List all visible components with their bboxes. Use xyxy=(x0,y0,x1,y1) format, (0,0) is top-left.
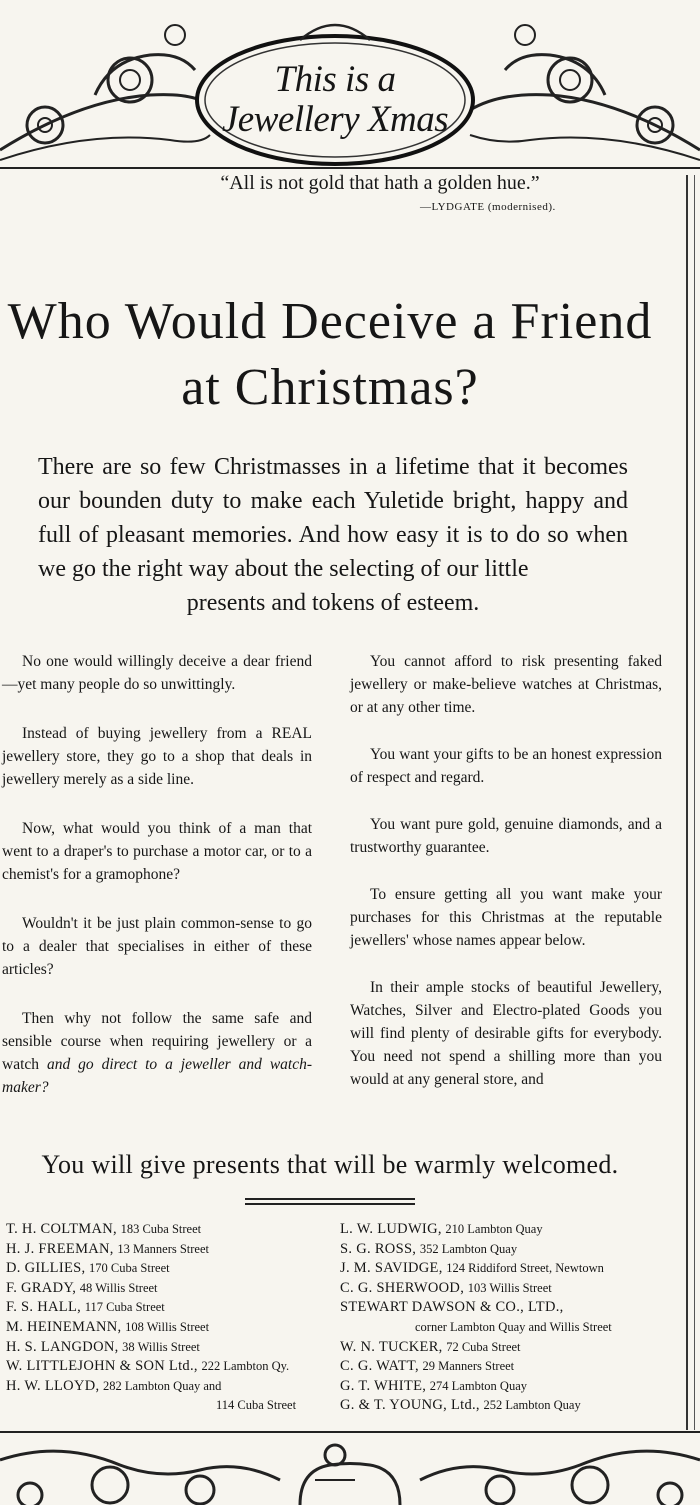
epigraph-attribution: —LYDGATE (modernised). xyxy=(420,201,556,213)
right-column xyxy=(350,650,662,1115)
left-paragraph: Instead of buying jewellery from a REAL jewellery store, they go to a shop that deals in jewellery merely as a side line. xyxy=(2,725,312,788)
dealer-entry xyxy=(6,1357,328,1377)
left-column xyxy=(2,650,312,1125)
dealer-name: C. G. WATT, xyxy=(340,1358,419,1375)
dealer-name: H. J. FREEMAN, xyxy=(6,1240,114,1257)
epigraph-quote: “All is not gold that hath a golden hue.” xyxy=(220,172,540,194)
dealer-name: G. T. WHITE, xyxy=(340,1377,427,1394)
double-rule xyxy=(245,1198,415,1208)
dealer-address: 13 Manners Street xyxy=(117,1241,210,1256)
dealer-name: T. H. COLTMAN, xyxy=(6,1221,117,1237)
dealer-name: S. G. ROSS, xyxy=(340,1240,417,1257)
dealer-address: 274 Lambton Quay xyxy=(429,1378,527,1393)
dealer-address-continued: 114 Cuba Street xyxy=(216,1398,297,1413)
dealer-entry xyxy=(6,1377,328,1397)
headline-line-1: Who Would Deceive a Friend xyxy=(7,293,653,350)
intro-body: There are so few Christmasses in a lifetime that it becomes our bounden duty to make each Yuletide bright, happy and full of pleasant memories. And how easy it is to do so when we go the right way about the selecting of our little xyxy=(38,454,628,582)
dealer-address: 124 Riddiford Street, Newtown xyxy=(446,1261,604,1276)
dealer-address: 38 Willis Street xyxy=(122,1339,200,1354)
dealer-address: 103 Willis Street xyxy=(467,1280,552,1295)
intro-last-line: presents and tokens of esteem. xyxy=(186,590,480,616)
headline-line-2: at Christmas? xyxy=(181,359,479,416)
dealer-name: W. LITTLEJOHN & SON Ltd., xyxy=(6,1358,198,1375)
dealer-list-left xyxy=(6,1220,328,1416)
dealer-name: H. W. LLOYD, xyxy=(6,1377,100,1394)
dealer-entry xyxy=(340,1357,670,1377)
left-last-start: Then why not follow the same safe and sensible course when requiring jewellery or a watch xyxy=(2,1010,312,1073)
dealer-name: F. S. HALL, xyxy=(6,1299,82,1316)
dealer-name: H. S. LANGDON, xyxy=(6,1338,119,1355)
left-paragraph: No one would willingly deceive a dear friend—yet many people do so unwittingly. xyxy=(2,653,312,693)
dealer-address: 222 Lambton Qy. xyxy=(201,1359,290,1374)
dealer-name: M. HEINEMANN, xyxy=(6,1318,122,1335)
intro-paragraph xyxy=(38,450,628,620)
dealer-entry xyxy=(6,1298,328,1318)
welcome-line: You will give presents that will be warmly welcomed. xyxy=(41,1150,619,1179)
dealer-entry xyxy=(340,1279,670,1299)
rule-line xyxy=(245,1203,415,1205)
right-paragraph: In their ample stocks of beautiful Jewellery, Watches, Silver and Electro-plated Goods you will find plenty of desirable gifts for everybody. You need not spend a shilling more than you would at any general store, and xyxy=(350,979,662,1088)
dealer-entry xyxy=(340,1220,670,1240)
rule-line xyxy=(245,1198,415,1200)
title-oval xyxy=(195,40,475,168)
right-border-rule xyxy=(686,175,695,1430)
footer-scroll-ornament xyxy=(0,1420,700,1505)
dealer-address: 29 Manners Street xyxy=(422,1359,515,1374)
dealer-name: L. W. LUDWIG, xyxy=(340,1221,442,1237)
dealer-address: 352 Lambton Quay xyxy=(419,1241,518,1256)
dealer-entry xyxy=(6,1338,328,1358)
left-last-italic: and go direct to a jeweller and watch-maker? xyxy=(2,1056,313,1096)
dealer-name: D. GILLIES, xyxy=(6,1260,86,1277)
dealer-address: 72 Cuba Street xyxy=(446,1339,521,1354)
dealer-entry xyxy=(340,1298,670,1318)
dealer-entry xyxy=(6,1259,328,1279)
dealer-entry xyxy=(6,1220,328,1240)
left-paragraph-last xyxy=(2,1007,312,1099)
dealer-name: W. N. TUCKER, xyxy=(340,1338,443,1355)
right-paragraph: You want your gifts to be an honest expression of respect and regard. xyxy=(350,746,662,786)
dealer-name: F. GRADY, xyxy=(6,1279,77,1296)
dealer-name: C. G. SHERWOOD, xyxy=(340,1279,465,1296)
right-paragraph: You cannot afford to risk presenting faked jewellery or make-believe watches at Christmas, or at any other time. xyxy=(350,653,662,716)
title-line-2: Jewellery Xmas xyxy=(221,99,449,140)
dealer-entry xyxy=(6,1240,328,1260)
right-paragraph: You want pure gold, genuine diamonds, and a trustworthy guarantee. xyxy=(350,816,662,856)
dealer-entry xyxy=(6,1279,328,1299)
dealer-entry xyxy=(340,1240,670,1260)
dealer-address: 170 Cuba Street xyxy=(89,1261,170,1276)
dealer-address: 183 Cuba Street xyxy=(120,1222,202,1236)
dealer-address: 282 Lambton Quay and xyxy=(103,1378,222,1393)
dealer-list-right xyxy=(340,1220,670,1416)
dealer-name: J. M. SAVIDGE, xyxy=(340,1260,443,1277)
dealer-entry xyxy=(340,1338,670,1358)
dealer-address: 252 Lambton Quay xyxy=(483,1398,581,1413)
dealer-address: 108 Willis Street xyxy=(125,1319,210,1334)
left-paragraph: Wouldn't it be just plain common-sense to go to a dealer that specialises in either of these articles? xyxy=(2,915,312,978)
dealer-address: 117 Cuba Street xyxy=(84,1300,165,1315)
dealer-address-continued: corner Lambton Quay and Willis Street xyxy=(415,1319,612,1334)
right-paragraph: To ensure getting all you want make your purchases for this Christmas at the reputable jewellers' whose names appear below. xyxy=(350,886,662,949)
dealer-entry xyxy=(340,1259,670,1279)
dealer-name: G. & T. YOUNG, Ltd., xyxy=(340,1397,480,1414)
dealer-entry xyxy=(6,1318,328,1338)
title-line-1: This is a xyxy=(274,59,396,100)
dealer-name: STEWART DAWSON & CO., LTD., xyxy=(340,1299,564,1316)
left-paragraph: Now, what would you think of a man that went to a draper's to purchase a motor car, or to a chemist's for a gramophone? xyxy=(2,820,312,883)
dealer-address: 210 Lambton Quay xyxy=(445,1222,543,1236)
dealer-address: 48 Willis Street xyxy=(79,1280,158,1295)
dealer-entry xyxy=(340,1396,670,1416)
dealer-entry xyxy=(340,1377,670,1397)
